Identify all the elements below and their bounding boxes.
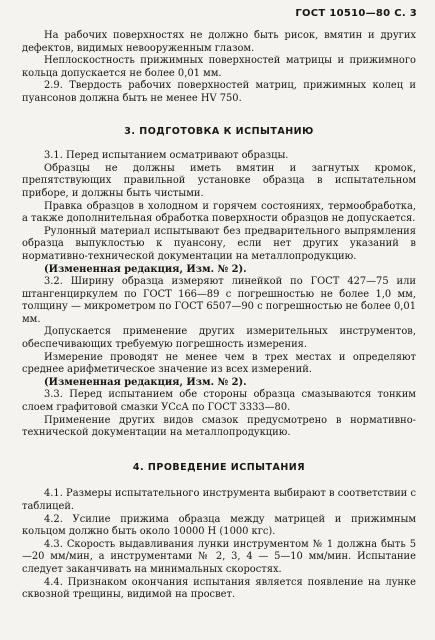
section-heading: 4. ПРОВЕДЕНИЕ ИСПЫТАНИЯ	[132, 461, 306, 473]
paragraph: Правка образцов в холодном и горячем состояниях, термообработка, а также дополнительная обработка поверхности образцов не допускается.	[22, 200, 416, 225]
paragraph: 3.2. Ширину образца измеряют линейкой по ГОСТ 427—75 или штангенциркулем по ГОСТ 166—89 с погрешностью не более 1,0 мм, толщину — микрометром по ГОСТ 6507—90 с погрешностью не более 0,01 мм.	[22, 276, 416, 325]
page-header: ГОСТ 10510—80 С. 3	[295, 8, 417, 19]
paragraph: 4.2. Усилие прижима образца между матрицей и прижимным кольцом должно быть около 10000 Н (1000 кгс).	[22, 513, 416, 538]
paragraph: Рулонный материал испытывают без предварительного выпрямления образца выпуклостью к пуансону, если нет других указаний в нормативно-технической документации на металлопродукцию.	[22, 225, 416, 262]
paragraph: 2.9. Твердость рабочих поверхностей матриц, прижимных колец и пуансонов должна быть не менее HV 750.	[22, 80, 416, 104]
amendment-note: (Измененная редакция, Изм. № 2).	[44, 263, 247, 275]
paragraph: Образцы не должны иметь вмятин и загнутых кромок, препятствующих правильной установке образца в испытательном приборе, и должны быть чистыми.	[22, 162, 416, 199]
paragraph: 4.3. Скорость выдавливания лунки инструментом № 1 должна быть 5—20 мм/мин, а инструментами № 2, 3, 4 — 5—10 мм/мин. Испытание следует заканчивать на минимальных скоростях.	[22, 538, 416, 575]
paragraph: Допускается применение других измерительных инструментов, обеспечивающих требуемую погрешность измерения.	[22, 326, 416, 351]
paragraph: Неплоскостность прижимных поверхностей матрицы и прижимного кольца допускается не более 0,01 мм.	[22, 55, 416, 79]
paragraph: На рабочих поверхностях не должно быть рисок, вмятин и других дефектов, видимых невооруженным глазом.	[22, 30, 416, 54]
amendment-note: (Измененная редакция, Изм. № 2).	[44, 376, 247, 388]
paragraph: Измерение проводят не менее чем в трех местах и определяют среднее арифметическое значение из всех измерений.	[22, 351, 416, 376]
section-heading: 3. ПОДГОТОВКА К ИСПЫТАНИЮ	[124, 125, 314, 137]
paragraph: 3.3. Перед испытанием обе стороны образца смазываются тонким слоем графитовой смазки УСсА по ГОСТ 3333—80.	[22, 389, 416, 414]
document-body	[22, 30, 416, 602]
paragraph: 3.1. Перед испытанием осматривают образцы.	[44, 150, 289, 162]
paragraph: 4.4. Признаком окончания испытания является появление на лунке сквозной трещины, видимой на просвет.	[22, 576, 416, 601]
paragraph: 4.1. Размеры испытательного инструмента выбирают в соответствии с таблицей.	[22, 488, 416, 512]
paragraph: Применение других видов смазок предусмотрено в нормативно-технической документации на металлопродукцию.	[22, 414, 416, 439]
